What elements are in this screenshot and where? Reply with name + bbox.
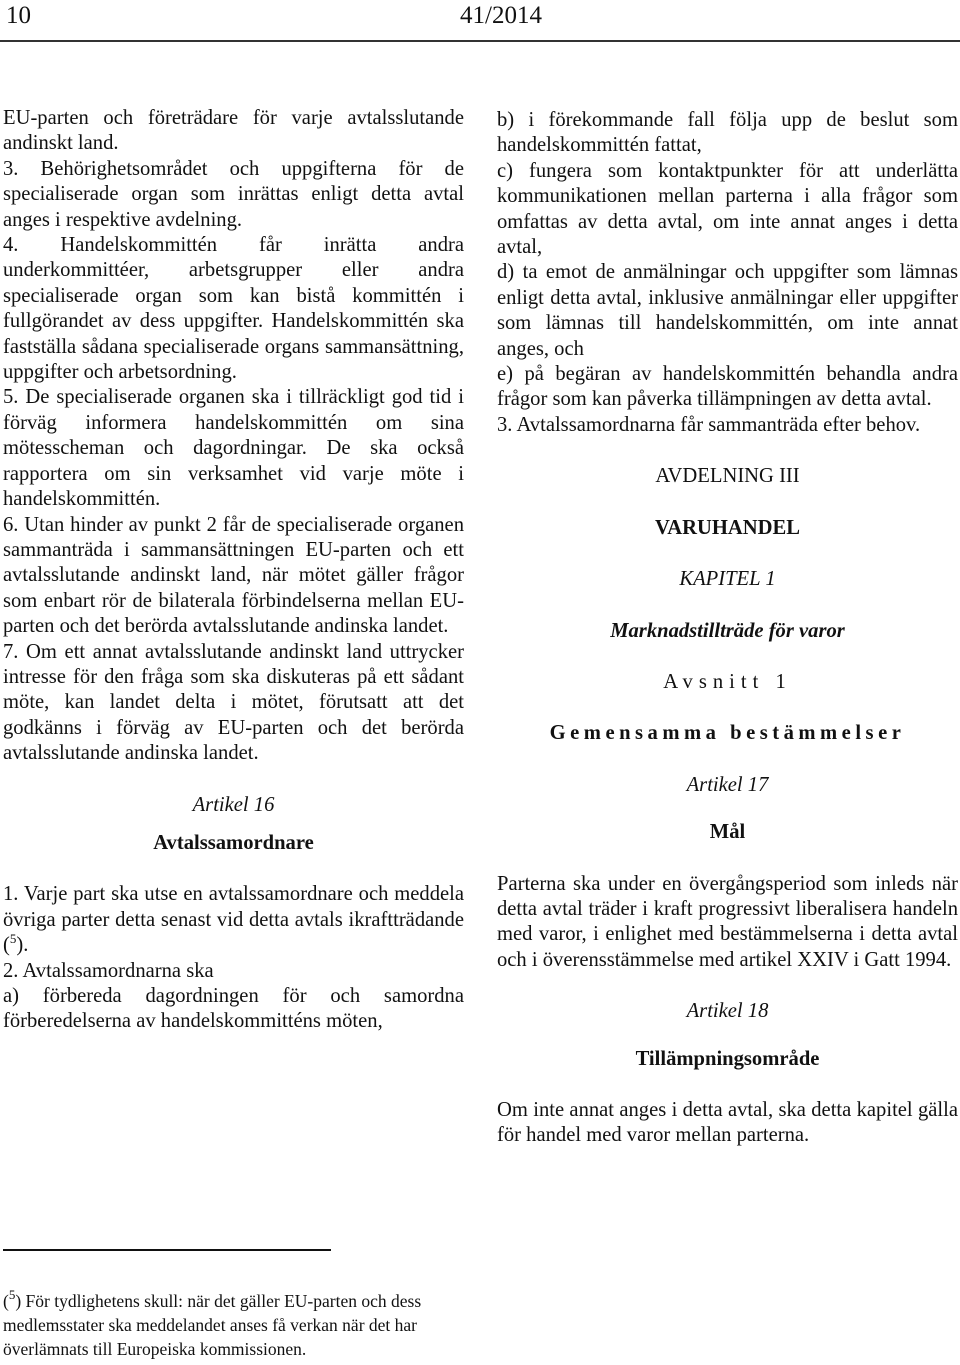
article-18-title: Tillämpningsområde xyxy=(635,1047,820,1070)
footnote-marker: ($^5$) xyxy=(3,1287,22,1311)
item-e: e) på begäran av handelskommittén behandla andra frågor som kan påverka tillämpningen av detta avtal. xyxy=(497,363,958,411)
article-17-title: Mål xyxy=(709,821,746,844)
section-title: Gemensamma bestämmelser xyxy=(549,722,906,745)
article-17-text: Parterna ska under en övergångsperiod som inleds när detta avtal träder i kraft progressivt liberalisera handeln med varor, i enlighet med bestämmelserna i detta avtal och i överensstämmelse med artikel XXIV i Gatt 1994. xyxy=(497,872,958,971)
header-rule xyxy=(0,40,960,42)
article-18-label: Artikel 18 xyxy=(686,1000,769,1023)
chapter-title: Marknadstillträde för varor xyxy=(610,619,845,642)
item-d: d) ta emot de anmälningar och uppgifter som lämnas enligt detta avtal, inklusive anmälningar eller uppgifter som lämnas till handelskommittén, om inte annat anges, och xyxy=(497,261,958,360)
paragraph-3: 3. Behörighetsområdet och uppgifterna för de specialiserade organ som inrättas enligt detta avtal anges i respektive avdelning. xyxy=(3,157,464,231)
paragraph-4: 4. Handelskommittén får inrätta andra underkommittéer, arbetsgrupper eller andra specialiserade organ som kan bistå kommittén i fullgörandet av dess uppgifter. Handelskommittén ska fastställa sådana specialiserade organs sammansättning, uppgifter och arbetsordning. xyxy=(3,234,464,384)
footnote-reference[interactable]: 5 xyxy=(9,931,17,947)
paragraph-eu-parten: EU-parten och företrädare för varje avtalsslutande andinskt land. xyxy=(3,107,464,155)
article-16-paragraph-3: 3. Avtalssamordnarna får sammanträda efter behov. xyxy=(497,413,921,436)
section-heading: Avsnitt 1 xyxy=(663,670,792,693)
left-column xyxy=(3,106,464,1035)
item-b: b) i förekommande fall följa upp de beslut som handelskommittén fattat, xyxy=(497,109,958,157)
item-c: c) fungera som kontaktpunkter för att underlätta kommunikationen mellan parterna i alla frågor som omfattas av detta avtal, om inte annat anges i detta avtal, xyxy=(497,159,958,259)
footnote-text: För tydlighetens skull: när det gäller EU-parten och dess medlemsstater ska meddelandet anses få verkan när det har överlämnats till Europeiska kommissionen. xyxy=(3,1291,422,1359)
paragraph-5: 5. De specialiserade organen ska i tillräckligt god tid i förväg informera handelskommittén om sina mötesscheman och dagordningar. De ska också rapportera om sin verksamhet vid varje möte i handelskommittén. xyxy=(3,386,464,511)
division-title: VARUHANDEL xyxy=(655,516,800,539)
article-17-label: Artikel 17 xyxy=(686,773,769,796)
chapter-heading: KAPITEL 1 xyxy=(679,568,776,591)
footnote-rule xyxy=(3,1249,331,1251)
footnote xyxy=(3,1289,464,1361)
article-16-paragraph-1: 1. Varje part ska utse en avtalssamordnare och meddela övriga parter detta senast vid detta avtals ikraftträdande ($^5$). xyxy=(3,883,464,957)
page-header xyxy=(0,0,960,44)
right-column xyxy=(497,108,958,1149)
issue-number: 41/2014 xyxy=(460,2,542,29)
article-16-title: Avtalssamordnare xyxy=(153,831,314,854)
article-16-paragraph-2: 2. Avtalssamordnarna ska xyxy=(3,959,214,982)
article-16-item-a: a) förbereda dagordningen för och samordna förberedelserna av handelskommitténs möten, xyxy=(3,985,464,1033)
page-number: 10 xyxy=(6,2,31,29)
article-16-label: Artikel 16 xyxy=(192,793,275,816)
paragraph-7: 7. Om ett annat avtalsslutande andinskt land uttrycker intresse för den fråga som ska diskuteras på ett sådant möte, kan landet delta i mötet, förutsatt att det godkänns i förväg av EU-parten och det berörda avtalsslutande andinska landet. xyxy=(3,640,464,765)
division-heading: AVDELNING III xyxy=(655,465,800,488)
paragraph-6: 6. Utan hinder av punkt 2 får de specialiserade organen sammanträda i sammansättningen EU-parten och ett avtalsslutande andinskt land, när mötet gäller frågor som enbart rör de bilaterala förbindelserna mellan EU-parten och det berörda avtalsslutande andinska landet. xyxy=(3,513,464,638)
article-18-text: Om inte annat anges i detta avtal, ska detta kapitel gälla för handel med varor mellan parterna. xyxy=(497,1098,958,1147)
